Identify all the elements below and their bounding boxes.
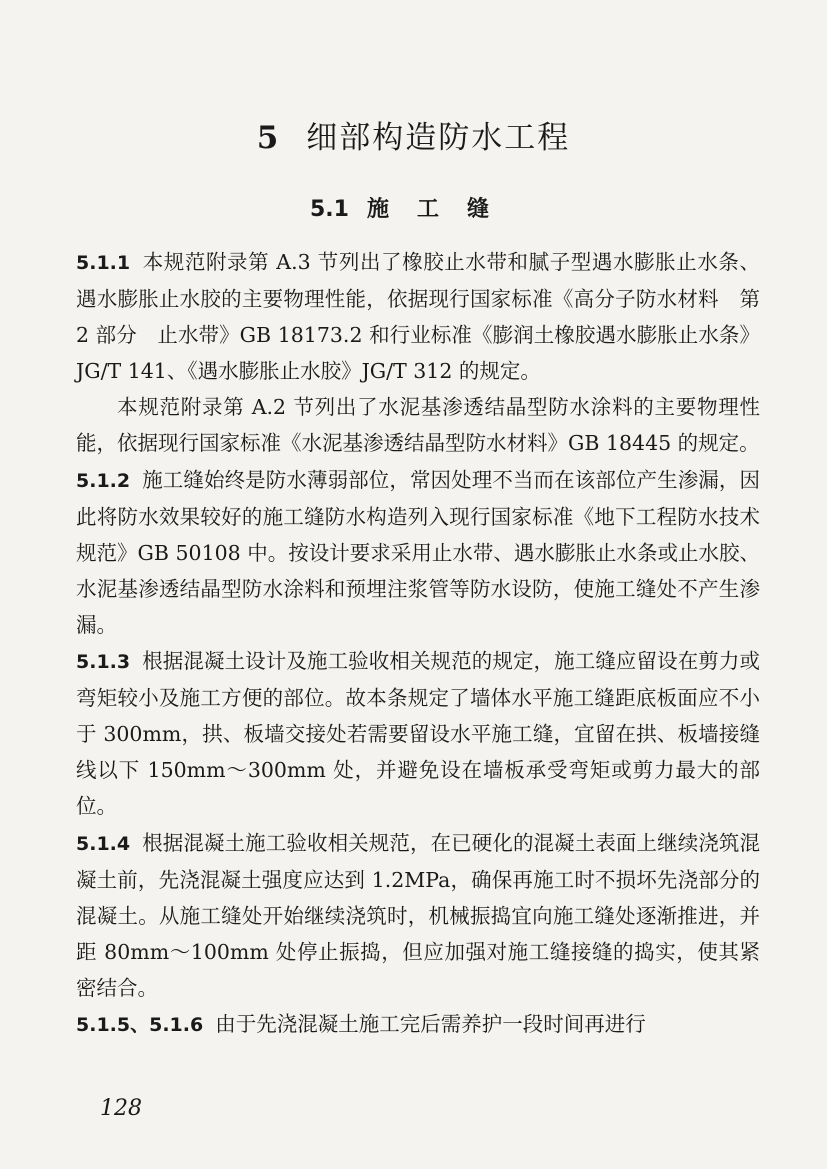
paragraph-text: 根据混凝土施工验收相关规范，在已硬化的混凝土表面上继续浇筑混凝土前，先浇混凝土强度应达到 1.2MPa，确保再施工时不损坏先浇部分的混凝土。从施工缝处开始继续浇筑时，机械振捣宜向施工缝处逐渐推进，并距 80mm～100mm 处停止振捣，但应加强对施工缝接缝的捣实，使其紧密结合。 — [76, 830, 760, 1000]
paragraph — [76, 462, 760, 643]
paragraph — [76, 1006, 760, 1043]
clause-number: 5.1.2 — [76, 469, 131, 492]
paragraph-text: 本规范附录第 A.2 节列出了水泥基渗透结晶型防水涂料的主要物理性能，依据现行国家标准《水泥基渗透结晶型防水材料》GB 18445 的规定。 — [76, 395, 760, 456]
clause-number: 5.1.1 — [76, 252, 131, 274]
paragraph-text: 根据混凝土设计及施工验收相关规范的规定，施工缝应留设在剪力或弯矩较小及施工方便的部位。故本条规定了墙体水平施工缝距底板面应不小于 300mm，拱、板墙交接处若需要留设水平施工缝，宜留在拱、板墙接缝线以下 150mm～300mm 处，并避免设在墙板承受弯矩或剪力最大的部位。 — [76, 649, 760, 819]
paragraph — [76, 643, 760, 824]
paragraph — [76, 825, 760, 1006]
paragraph-text: 本规范附录第 A.3 节列出了橡胶止水带和腻子型遇水膨胀止水条、遇水膨胀止水胶的主要物理性能，依据现行国家标准《高分子防水材料 第 2 部分 止水带》GB 18173.2 和行业标准《膨润土橡胶遇水膨胀止水条》JG/T 141、《遇水膨胀止水胶》JG/T 312 的规定。 — [76, 250, 760, 384]
clause-number: 5.1.4 — [76, 832, 131, 855]
chapter-number: 5 — [256, 120, 281, 156]
chapter-title — [0, 112, 827, 157]
paragraph — [76, 389, 760, 461]
clause-number: 5.1.5、5.1.6 — [76, 1013, 204, 1036]
chapter-name: 细部构造防水工程 — [306, 120, 571, 156]
clause-number: 5.1.3 — [76, 651, 131, 674]
section-number: 5.1 — [310, 197, 349, 222]
paragraph — [76, 244, 760, 389]
section-title — [0, 192, 827, 223]
paragraph-text: 由于先浇混凝土施工完后需养护一段时间再进行 — [215, 1011, 646, 1036]
section-name: 施工缝 — [366, 197, 517, 222]
paragraph-text: 施工缝始终是防水薄弱部位，常因处理不当而在该部位产生渗漏，因此将防水效果较好的施工缝防水构造列入现行国家标准《地下工程防水技术规范》GB 50108 中。按设计要求采用止水带、遇水膨胀止水条或止水胶、水泥基渗透结晶型防水涂料和预埋注浆管等防水设防，使施工缝处不产生渗漏。 — [76, 467, 760, 637]
body-text — [76, 244, 760, 1043]
page-number: 128 — [100, 1096, 142, 1121]
